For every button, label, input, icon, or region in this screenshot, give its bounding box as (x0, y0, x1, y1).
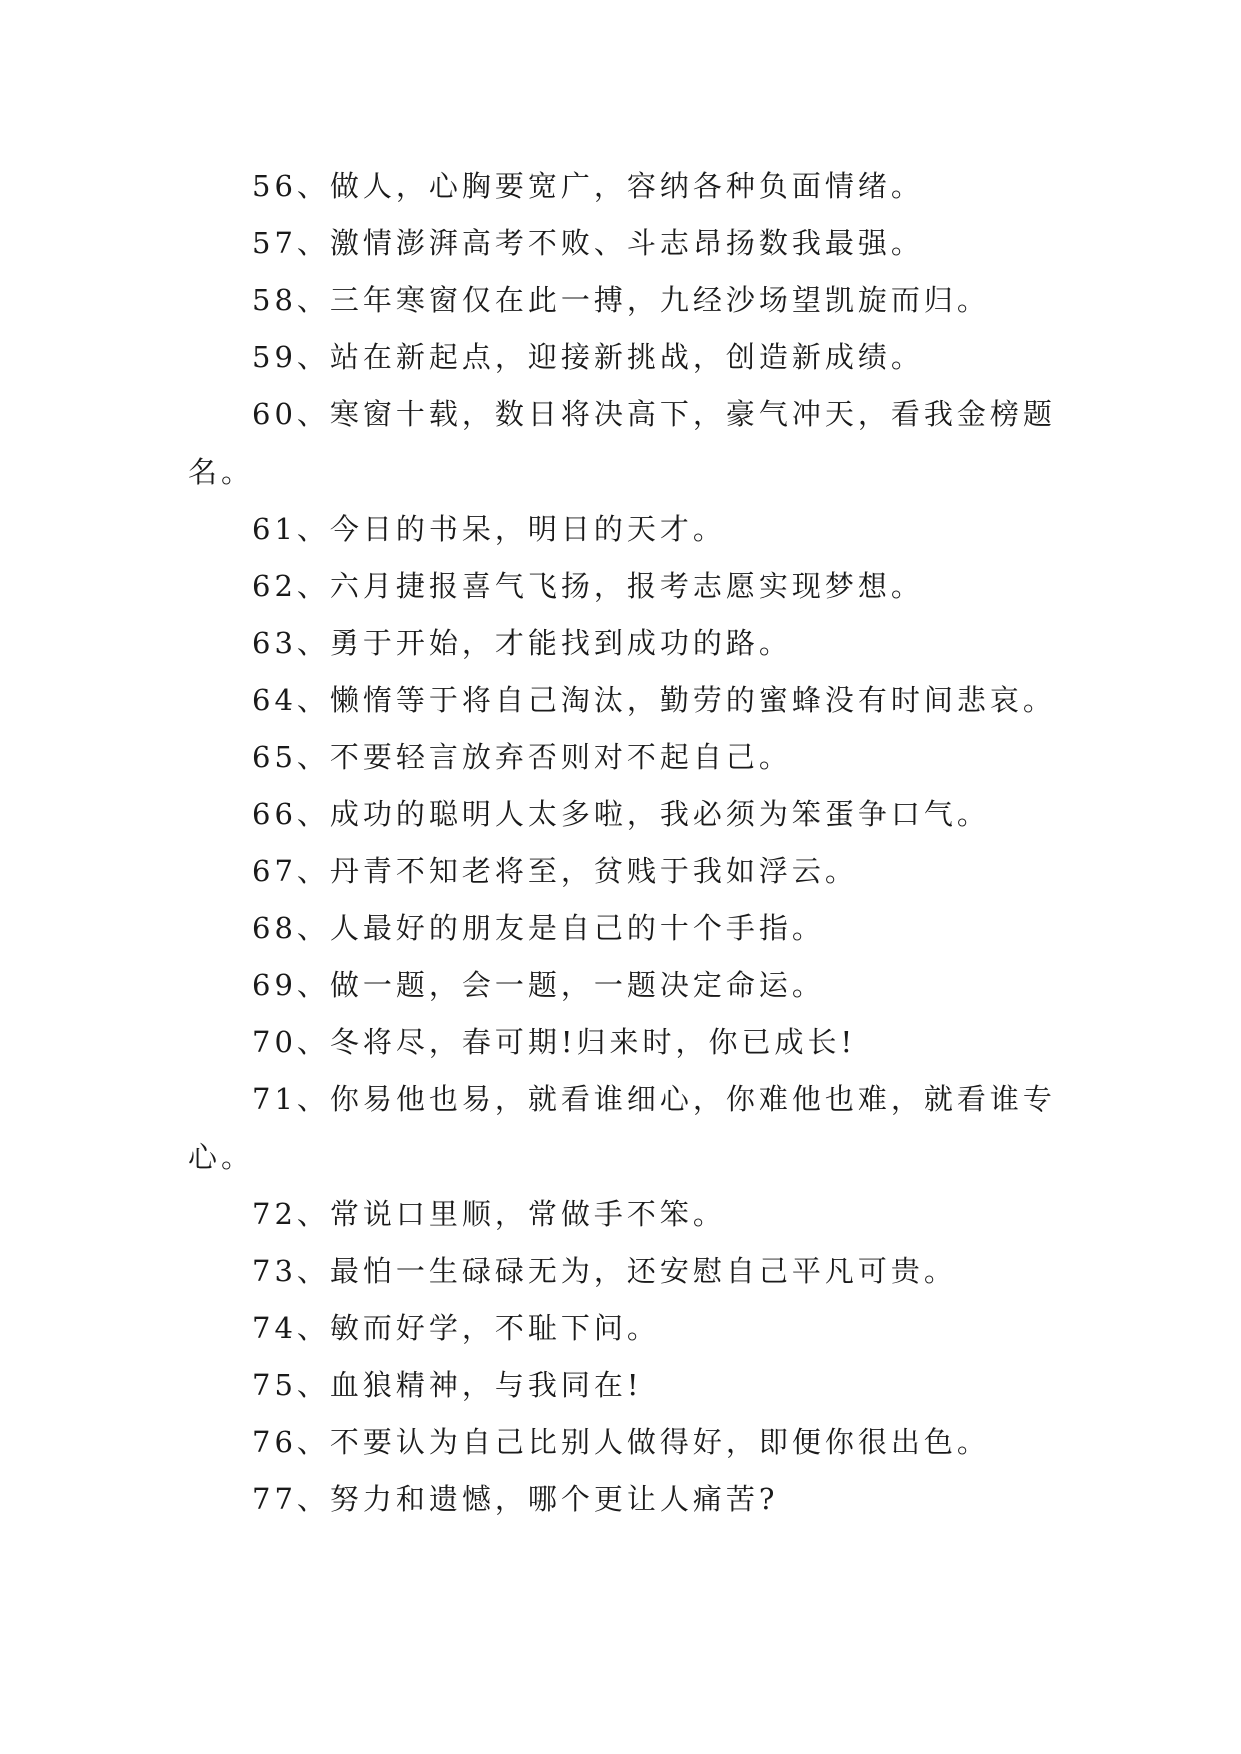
line-77: 77、努力和遗憾，哪个更让人痛苦? (252, 1482, 779, 1516)
line-70: 70、冬将尽，春可期!归来时，你已成长! (252, 1025, 857, 1059)
line-63: 63、勇于开始，才能找到成功的路。 (252, 626, 792, 660)
line-66: 66、成功的聪明人太多啦，我必须为笨蛋争口气。 (252, 797, 990, 831)
line-61: 61、今日的书呆，明日的天才。 (252, 512, 726, 546)
line-73: 73、最怕一生碌碌无为，还安慰自己平凡可贵。 (252, 1254, 957, 1288)
line-68: 68、人最好的朋友是自己的十个手指。 (252, 911, 825, 945)
line-59: 59、站在新起点，迎接新挑战，创造新成绩。 (252, 340, 924, 374)
line-60: 60、寒窗十载，数日将决高下，豪气冲天，看我金榜题名。 (188, 397, 1056, 489)
line-72: 72、常说口里顺，常做手不笨。 (252, 1197, 726, 1231)
line-75: 75、血狼精神，与我同在! (252, 1368, 643, 1402)
line-64: 64、懒惰等于将自己淘汰，勤劳的蜜蜂没有时间悲哀。 (252, 683, 1056, 717)
line-65: 65、不要轻言放弃否则对不起自己。 (252, 740, 792, 774)
line-58: 58、三年寒窗仅在此一搏，九经沙场望凯旋而归。 (252, 283, 990, 317)
line-71: 71、你易他也易，就看谁细心，你难他也难，就看谁专心。 (188, 1082, 1056, 1174)
line-67: 67、丹青不知老将至，贫贱于我如浮云。 (252, 854, 858, 888)
line-56: 56、做人，心胸要宽广，容纳各种负面情绪。 (252, 169, 924, 203)
line-57: 57、激情澎湃高考不败、斗志昂扬数我最强。 (252, 226, 924, 260)
line-69: 69、做一题，会一题，一题决定命运。 (252, 968, 825, 1002)
line-74: 74、敏而好学，不耻下问。 (252, 1311, 660, 1345)
line-62: 62、六月捷报喜气飞扬，报考志愿实现梦想。 (252, 569, 924, 603)
line-76: 76、不要认为自己比别人做得好，即便你很出色。 (252, 1425, 990, 1459)
